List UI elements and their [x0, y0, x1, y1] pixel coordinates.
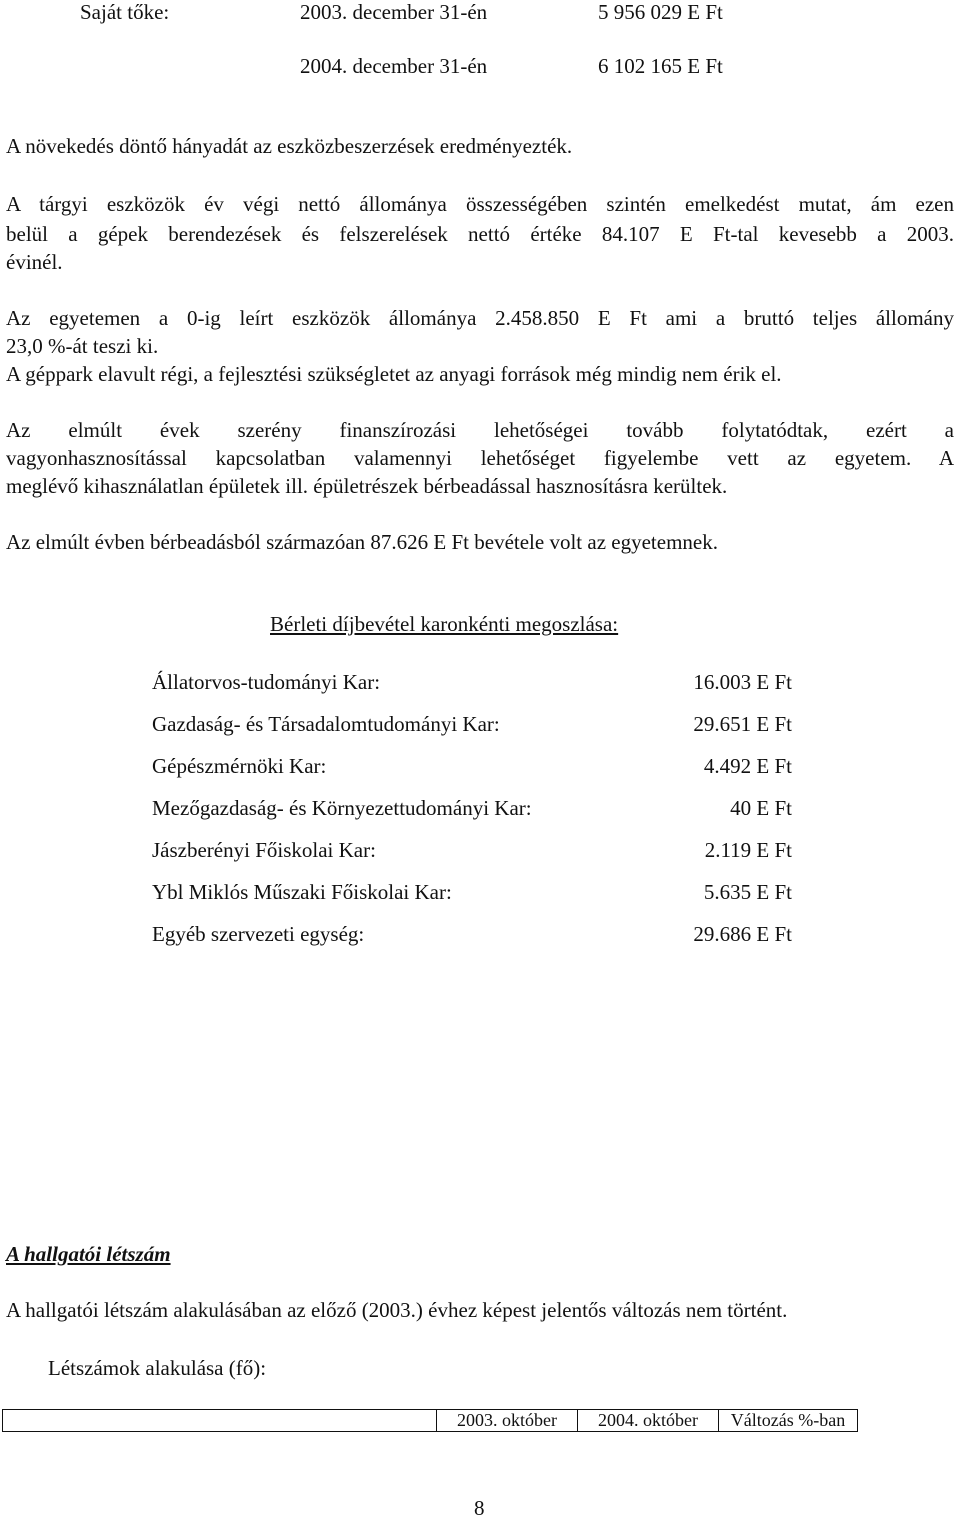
- table-header-cell: Változás %-ban: [719, 1410, 858, 1432]
- rent-item-label: Egyéb szervezeti egység:: [152, 922, 365, 946]
- rent-item-label: Gazdaság- és Társadalomtudományi Kar:: [152, 712, 500, 736]
- rent-item-value: 29.686 E Ft: [693, 922, 792, 946]
- rent-item-label: Állatorvos-tudományi Kar:: [152, 670, 381, 694]
- rent-item-label: Ybl Miklós Műszaki Főiskolai Kar:: [152, 880, 452, 904]
- paragraph-students: A hallgatói létszám alakulásában az előző (2003.) évhez képest jelentős változás nem történt.: [6, 1298, 788, 1322]
- equity-date-2003: 2003. december 31-én: [300, 0, 488, 24]
- rent-item-value: 5.635 E Ft: [703, 880, 792, 904]
- rent-item-value: 4.492 E Ft: [703, 754, 792, 778]
- paragraph-writeoff-line-1: Az egyetemen a 0-ig leírt eszközök állománya 2.458.850 E Ft ami a bruttó teljes állomány: [6, 306, 954, 330]
- rent-item-value: 40 E Ft: [730, 796, 792, 820]
- section-title-students: A hallgatói létszám: [6, 1242, 171, 1266]
- paragraph-growth: A növekedés döntő hányadát az eszközbeszerzések eredményezték.: [6, 134, 573, 158]
- students-subtitle: Létszámok alakulása (fő):: [48, 1356, 267, 1380]
- rent-item-value: 2.119 E Ft: [704, 838, 792, 862]
- table-header-cell: 2004. október: [578, 1410, 719, 1432]
- paragraph-writeoff-line-2: 23,0 %-át teszi ki.: [6, 334, 159, 358]
- paragraph-financing-line-2: vagyonhasznosítással kapcsolatban valamennyi lehetőséget figyelembe vett az egyetem. A: [6, 446, 954, 470]
- rent-item-label: Gépészmérnöki Kar:: [152, 754, 327, 778]
- table-header-cell: 2003. október: [437, 1410, 578, 1432]
- students-table: [2, 1409, 858, 1432]
- rent-item-value: 16.003 E Ft: [693, 670, 792, 694]
- rent-item-value: 29.651 E Ft: [693, 712, 792, 736]
- table-header-row: [3, 1410, 858, 1432]
- rent-heading: Bérleti díjbevétel karonkénti megoszlása:: [270, 612, 619, 636]
- table-header-cell: [3, 1410, 437, 1432]
- paragraph-assets-line-3: évinél.: [6, 250, 63, 274]
- equity-value-2003: 5 956 029 E Ft: [598, 0, 723, 24]
- rent-item-label: Jászberényi Főiskolai Kar:: [152, 838, 376, 862]
- page-number: 8: [474, 1496, 485, 1520]
- paragraph-writeoff-line-3: A géppark elavult régi, a fejlesztési szükségletet az anyagi források még mindig nem érik el.: [6, 362, 782, 386]
- paragraph-financing-line-1: Az elmúlt évek szerény finanszírozási lehetőségei tovább folytatódtak, ezért a: [6, 418, 954, 442]
- equity-value-2004: 6 102 165 E Ft: [598, 54, 723, 78]
- rent-item-label: Mezőgazdaság- és Környezettudományi Kar:: [152, 796, 532, 820]
- paragraph-assets-line-1: A tárgyi eszközök év végi nettó állománya összességében szintén emelkedést mutat, ám ezen: [6, 192, 954, 216]
- paragraph-financing-line-3: meglévő kihasználatlan épületek ill. épületrészek bérbeadással hasznosításra kerültek.: [6, 474, 728, 498]
- equity-label: Saját tőke:: [80, 0, 170, 24]
- paragraph-rent-income: Az elmúlt évben bérbeadásból származóan 87.626 E Ft bevétele volt az egyetemnek.: [6, 530, 718, 554]
- paragraph-assets-line-2: belül a gépek berendezések és felszerelések nettó értéke 84.107 E Ft-tal kevesebb a 2003.: [6, 222, 954, 246]
- equity-date-2004: 2004. december 31-én: [300, 54, 488, 78]
